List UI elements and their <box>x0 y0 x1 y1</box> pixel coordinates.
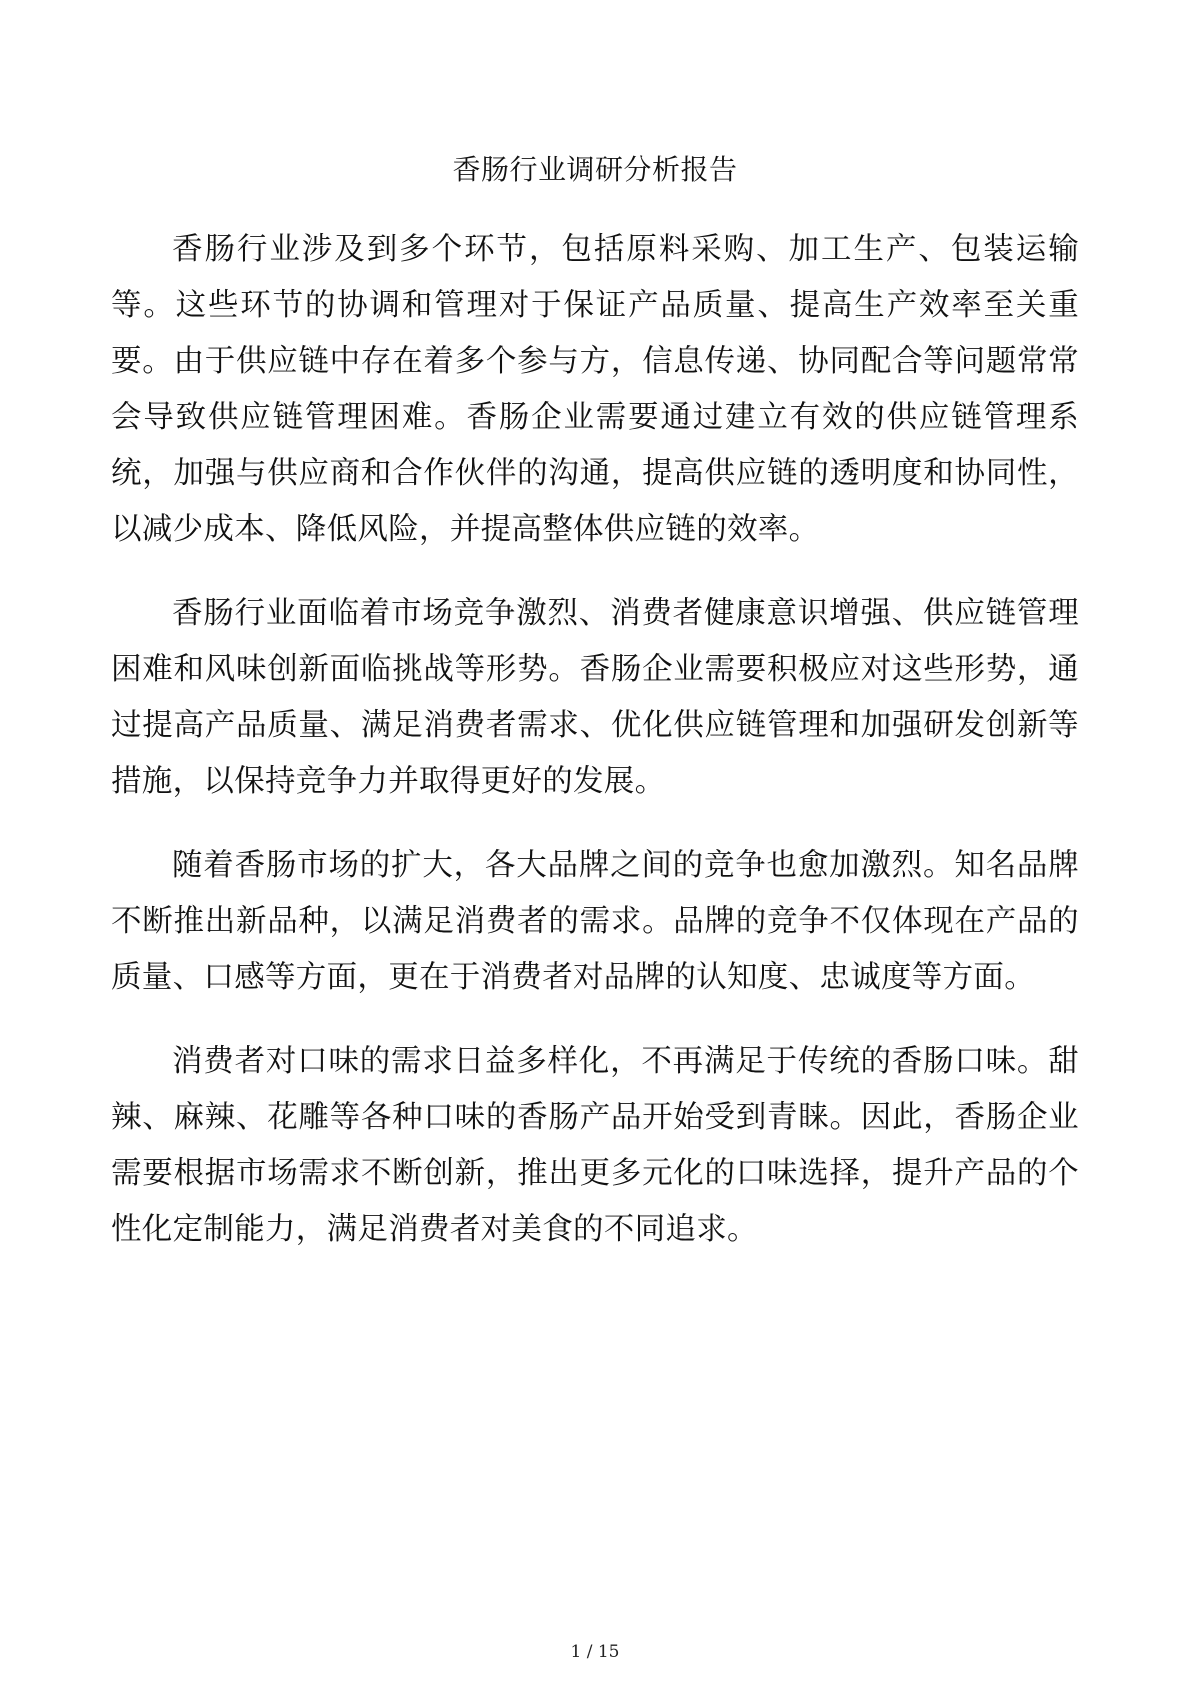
paragraph-industry-situation: 香肠行业面临着市场竞争激烈、消费者健康意识增强、供应链管理困难和风味创新面临挑战等形势。香肠企业需要积极应对这些形势，通过提高产品质量、满足消费者需求、优化供应链管理和加强研发创新等措施，以保持竞争力并取得更好的发展。 <box>111 596 1079 799</box>
document-title: 香肠行业调研分析报告 <box>452 153 738 186</box>
document-body <box>111 222 1079 1286</box>
paragraph-supply-chain: 香肠行业涉及到多个环节，包括原料采购、加工生产、包装运输等。这些环节的协调和管理对于保证产品质量、提高生产效率至关重要。由于供应链中存在着多个参与方，信息传递、协同配合等问题常常会导致供应链管理困难。香肠企业需要通过建立有效的供应链管理系统，加强与供应商和合作伙伴的沟通，提高供应链的透明度和协同性，以减少成本、降低风险，并提高整体供应链的效率。 <box>111 232 1079 547</box>
paragraph-flavor-demand: 消费者对口味的需求日益多样化，不再满足于传统的香肠口味。甜辣、麻辣、花雕等各种口味的香肠产品开始受到青睐。因此，香肠企业需要根据市场需求不断创新，推出更多元化的口味选择，提升产品的个性化定制能力，满足消费者对美食的不同追求。 <box>111 1044 1079 1247</box>
paragraph-brand-competition: 随着香肠市场的扩大，各大品牌之间的竞争也愈加激烈。知名品牌不断推出新品种，以满足消费者的需求。品牌的竞争不仅体现在产品的质量、口感等方面，更在于消费者对品牌的认知度、忠诚度等方面。 <box>111 848 1079 995</box>
page-number: 1 / 15 <box>570 1642 620 1662</box>
